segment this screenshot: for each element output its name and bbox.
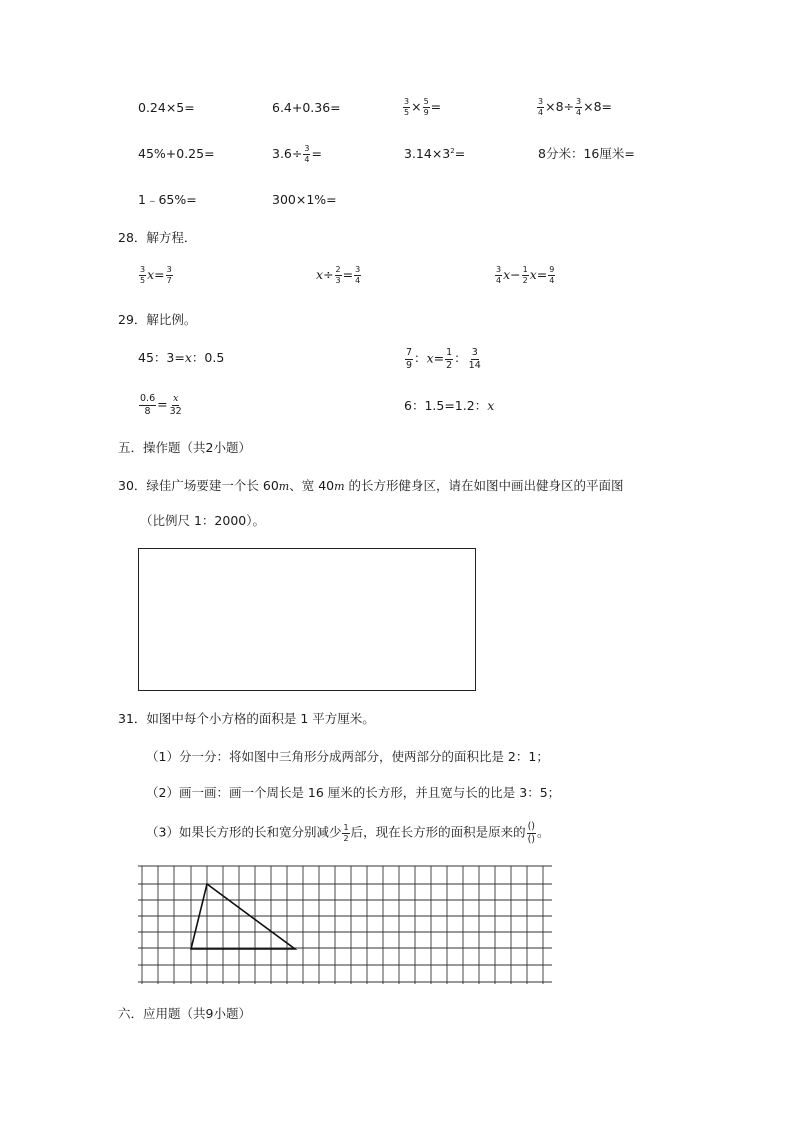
q30-line2: （比例尺 1：2000）。 [140, 513, 265, 528]
section6-title: 六．应用题（共9小题） [118, 1006, 251, 1021]
calc-r2c4: 8分米：16厘米= [538, 146, 635, 161]
q31-step1: （1）分一分：将如图中三角形分成两部分，使两部分的面积比是 2：1； [146, 749, 549, 764]
calc-r2c3: $3.14\times 3^2=$ [404, 146, 466, 161]
section5-title: 五．操作题（共2小题） [118, 440, 251, 455]
q28-eq3: $\frac{3}{4}$ x− $\frac{1}{2}$ x= $\frac{9}{4}$ [496, 265, 555, 285]
grid-lines [138, 866, 552, 984]
calc-r1c3: $\frac{3}{5}$ × $\frac{5}{9}$ = [404, 97, 442, 117]
q30-line1: 30．绿佳广场要建一个长 60m、宽 40m 的长方形健身区，请在如图中画出健身区的平面图 [118, 478, 624, 493]
calc-r3c1: 1﹣65%= [138, 192, 197, 207]
calc-r1c1: 0.24×5= [138, 100, 195, 115]
drawing-area-box [138, 548, 476, 691]
q29-p4: 6：1.5=1.2：x [404, 398, 495, 413]
q28-eq1: $\frac{3}{5}$ x= $\frac{3}{7}$ [140, 265, 172, 285]
grid-figure [138, 862, 558, 988]
calc-r1c4: $\frac{3}{4}$ ×8÷ $\frac{3}{4}$ ×8= [538, 97, 612, 117]
q31-step3: （3）如果长方形的长和宽分别减少 $\frac{1}{2}$ 后，现在长方形的面积是原来的 $\frac{()}{()}$ 。 [146, 821, 550, 845]
calc-r2c2: 3.6÷ $\frac{3}{4}$ = [272, 144, 322, 164]
q28-eq2: x÷ $\frac{2}{3}$ = $\frac{3}{4}$ [316, 265, 361, 285]
q31-title: 31．如图中每个小方格的面积是 1 平方厘米。 [118, 711, 375, 726]
q29-p1: 45：3=x：0.5 [138, 350, 225, 365]
q31-step2: （2）画一画：画一个周长是 16 厘米的长方形，并且宽与长的比是 3：5； [146, 785, 561, 800]
calc-r2c1: 45%+0.25= [138, 146, 215, 161]
q29-title: 29．解比例。 [118, 312, 197, 327]
q29-p3: $\frac{0.6}{8}$ = $\frac{x}{32}$ [140, 393, 182, 417]
q29-p2: $\frac{7}{9}$ ：x= $\frac{1}{2}$ ： $\frac{3}{14}$ [406, 347, 481, 371]
calc-r3c2: 300×1%= [272, 192, 337, 207]
calc-r1c2: 6.4+0.36= [272, 100, 341, 115]
q28-title: 28．解方程． [118, 230, 197, 245]
